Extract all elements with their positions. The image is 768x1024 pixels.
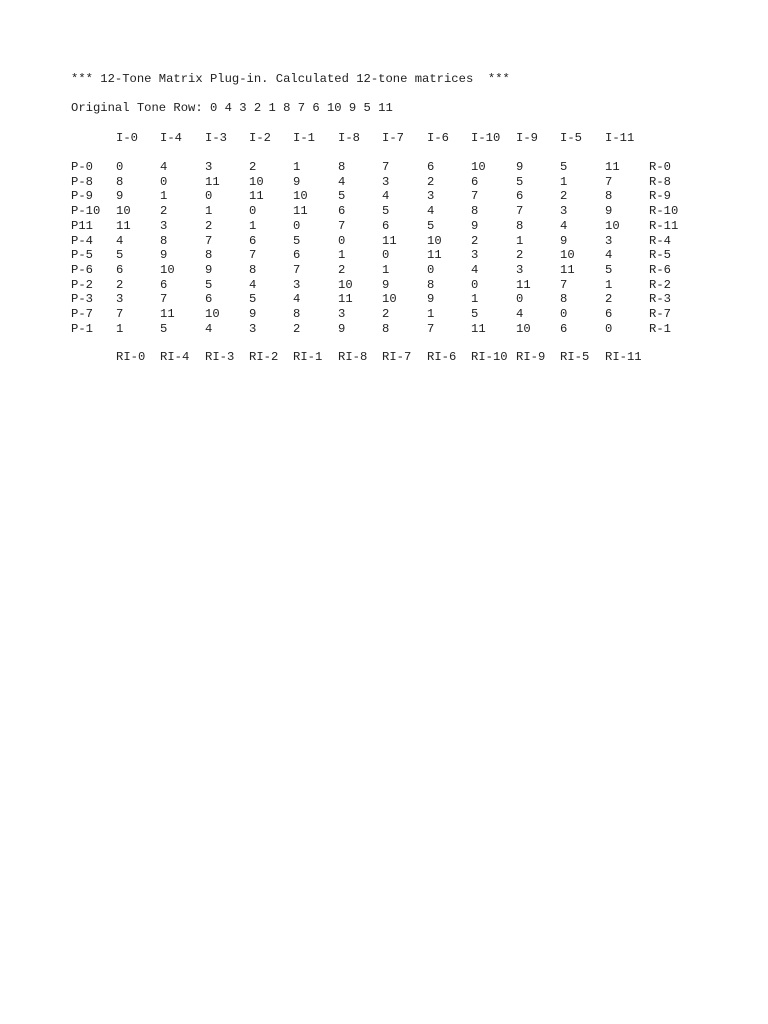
document-title: *** 12-Tone Matrix Plug-in. Calculated 12-tone matrices *** — [71, 72, 510, 86]
matrix-cell: 10 — [293, 189, 308, 204]
matrix-cell: 2 — [338, 262, 346, 277]
prime-row-label: P-6 — [71, 262, 93, 277]
matrix-cell: 1 — [516, 233, 524, 248]
matrix-cell: 1 — [205, 204, 213, 219]
matrix-cell: 7 — [249, 248, 257, 263]
matrix-cell: 5 — [249, 292, 257, 307]
retrograde-inversion-footer: RI-0 — [116, 350, 146, 364]
matrix-cell: 9 — [293, 174, 301, 189]
matrix-cell: 2 — [471, 233, 479, 248]
retrograde-inversion-footer: RI-11 — [605, 350, 642, 364]
matrix-cell: 8 — [293, 307, 301, 321]
matrix-cell: 10 — [605, 218, 620, 233]
matrix-cell: 10 — [560, 248, 575, 263]
matrix-cell: 1 — [382, 262, 390, 277]
matrix-cell: 3 — [160, 218, 168, 233]
inversion-header: I-8 — [338, 131, 360, 145]
matrix-cell: 9 — [116, 189, 124, 204]
retrograde-inversion-footer: RI-2 — [249, 350, 279, 364]
matrix-cell: 5 — [293, 233, 301, 248]
matrix-cell: 0 — [249, 204, 257, 219]
matrix-cell: 7 — [427, 321, 435, 336]
matrix-cell: 10 — [205, 307, 220, 321]
retrograde-row-label: R-11 — [649, 218, 679, 233]
matrix-cell: 2 — [382, 307, 390, 321]
matrix-cell: 0 — [338, 233, 346, 248]
retrograde-inversion-footer: RI-3 — [205, 350, 235, 364]
matrix-cell: 10 — [338, 277, 353, 292]
matrix-cell: 6 — [427, 160, 435, 174]
matrix-cell: 11 — [560, 262, 575, 277]
matrix-cell: 5 — [116, 248, 124, 263]
retrograde-inversion-footer: RI-9 — [516, 350, 546, 364]
prime-row-label: P-2 — [71, 277, 93, 292]
matrix-cell: 6 — [116, 262, 124, 277]
matrix-cell: 0 — [160, 174, 168, 189]
matrix-cell: 6 — [471, 174, 479, 189]
matrix-cell: 1 — [560, 174, 568, 189]
matrix-cell: 5 — [605, 262, 613, 277]
prime-row-label: P11 — [71, 218, 93, 233]
matrix-cell: 2 — [249, 160, 257, 174]
matrix-cell: 0 — [516, 292, 524, 307]
retrograde-inversion-footer: RI-10 — [471, 350, 508, 364]
matrix-cell: 9 — [605, 204, 613, 219]
matrix-cell: 3 — [338, 307, 346, 321]
matrix-cell: 11 — [471, 321, 486, 336]
prime-row-label: P-7 — [71, 307, 93, 321]
prime-row-label: P-1 — [71, 321, 93, 336]
matrix-cell: 1 — [160, 189, 168, 204]
matrix-cell: 6 — [516, 189, 524, 204]
original-tone-row: Original Tone Row: 0 4 3 2 1 8 7 6 10 9 5 11 — [71, 101, 393, 115]
inversion-header: I-10 — [471, 131, 501, 145]
retrograde-row-label: R-0 — [649, 160, 671, 174]
inversion-header: I-5 — [560, 131, 582, 145]
matrix-cell: 1 — [249, 218, 257, 233]
retrograde-inversion-footer: RI-8 — [338, 350, 368, 364]
matrix-cell: 5 — [516, 174, 524, 189]
matrix-cell: 3 — [516, 262, 524, 277]
prime-row-label: P-0 — [71, 160, 93, 174]
matrix-cell: 10 — [116, 204, 131, 219]
matrix-cell: 5 — [205, 277, 213, 292]
matrix-cell: 7 — [160, 292, 168, 307]
matrix-cell: 8 — [205, 248, 213, 263]
matrix-cell: 6 — [293, 248, 301, 263]
retrograde-row-label: R-8 — [649, 174, 671, 189]
retrograde-inversion-footer: RI-1 — [293, 350, 323, 364]
retrograde-inversion-footer: RI-6 — [427, 350, 457, 364]
matrix-cell: 9 — [382, 277, 390, 292]
matrix-cell: 11 — [338, 292, 353, 307]
matrix-cell: 9 — [471, 218, 479, 233]
matrix-cell: 3 — [293, 277, 301, 292]
inversion-header: I-4 — [160, 131, 182, 145]
matrix-cell: 7 — [471, 189, 479, 204]
matrix-cell: 4 — [605, 248, 613, 263]
matrix-cell: 4 — [205, 321, 213, 336]
matrix-cell: 9 — [205, 262, 213, 277]
matrix-cell: 3 — [427, 189, 435, 204]
matrix-cell: 11 — [249, 189, 264, 204]
matrix-cell: 6 — [338, 204, 346, 219]
prime-row-label: P-5 — [71, 248, 93, 263]
matrix-cell: 6 — [382, 218, 390, 233]
retrograde-row-label: R-2 — [649, 277, 671, 292]
retrograde-inversion-footer: RI-7 — [382, 350, 412, 364]
matrix-cell: 3 — [382, 174, 390, 189]
matrix-cell: 1 — [116, 321, 124, 336]
matrix-cell: 0 — [293, 218, 301, 233]
retrograde-row-label: R-1 — [649, 321, 671, 336]
matrix-cell: 8 — [560, 292, 568, 307]
inversion-header: I-9 — [516, 131, 538, 145]
matrix-cell: 7 — [205, 233, 213, 248]
inversion-header: I-6 — [427, 131, 449, 145]
matrix-cell: 4 — [293, 292, 301, 307]
matrix-cell: 8 — [338, 160, 346, 174]
matrix-cell: 9 — [427, 292, 435, 307]
matrix-cell: 4 — [471, 262, 479, 277]
prime-row-label: P-10 — [71, 204, 101, 219]
inversion-header: I-0 — [116, 131, 138, 145]
matrix-cell: 8 — [471, 204, 479, 219]
retrograde-row-label: R-4 — [649, 233, 671, 248]
matrix-cell: 9 — [338, 321, 346, 336]
matrix-cell: 5 — [160, 321, 168, 336]
retrograde-row-label: R-3 — [649, 292, 671, 307]
retrograde-row-label: R-5 — [649, 248, 671, 263]
matrix-cell: 10 — [516, 321, 531, 336]
matrix-cell: 7 — [116, 307, 124, 321]
matrix-cell: 0 — [560, 307, 568, 321]
matrix-cell: 11 — [293, 204, 308, 219]
matrix-cell: 9 — [516, 160, 524, 174]
matrix-cell: 7 — [516, 204, 524, 219]
matrix-cell: 5 — [471, 307, 479, 321]
matrix-cell: 0 — [471, 277, 479, 292]
matrix-cell: 8 — [382, 321, 390, 336]
matrix-cell: 2 — [116, 277, 124, 292]
matrix-cell: 0 — [116, 160, 124, 174]
matrix-cell: 5 — [560, 160, 568, 174]
matrix-cell: 11 — [116, 218, 131, 233]
matrix-cell: 4 — [116, 233, 124, 248]
matrix-cell: 7 — [293, 262, 301, 277]
matrix-cell: 1 — [338, 248, 346, 263]
matrix-cell: 9 — [160, 248, 168, 263]
matrix-cell: 8 — [116, 174, 124, 189]
matrix-cell: 7 — [382, 160, 390, 174]
matrix-cell: 0 — [605, 321, 613, 336]
matrix-cell: 11 — [205, 174, 220, 189]
matrix-cell: 10 — [471, 160, 486, 174]
matrix-cell: 2 — [293, 321, 301, 336]
inversion-header: I-2 — [249, 131, 271, 145]
matrix-cell: 8 — [605, 189, 613, 204]
matrix-cell: 4 — [160, 160, 168, 174]
prime-row-label: P-9 — [71, 189, 93, 204]
matrix-cell: 0 — [427, 262, 435, 277]
matrix-cell: 6 — [205, 292, 213, 307]
matrix-cell: 4 — [560, 218, 568, 233]
inversion-header: I-3 — [205, 131, 227, 145]
retrograde-inversion-footer: RI-4 — [160, 350, 190, 364]
matrix-cell: 4 — [382, 189, 390, 204]
matrix-cell: 11 — [382, 233, 397, 248]
matrix-cell: 3 — [205, 160, 213, 174]
matrix-cell: 1 — [605, 277, 613, 292]
matrix-cell: 1 — [427, 307, 435, 321]
retrograde-inversion-footer: RI-5 — [560, 350, 590, 364]
matrix-cell: 3 — [560, 204, 568, 219]
matrix-cell: 3 — [605, 233, 613, 248]
prime-row-label: P-3 — [71, 292, 93, 307]
retrograde-row-label: R-7 — [649, 307, 671, 321]
retrograde-row-label: R-10 — [649, 204, 679, 219]
matrix-cell: 7 — [560, 277, 568, 292]
matrix-cell: 5 — [338, 189, 346, 204]
matrix-cell: 8 — [160, 233, 168, 248]
matrix-cell: 1 — [293, 160, 301, 174]
matrix-cell: 8 — [427, 277, 435, 292]
inversion-header: I-7 — [382, 131, 404, 145]
inversion-header: I-1 — [293, 131, 315, 145]
matrix-cell: 4 — [427, 204, 435, 219]
matrix-cell: 3 — [471, 248, 479, 263]
matrix-cell: 4 — [516, 307, 524, 321]
matrix-cell: 6 — [560, 321, 568, 336]
matrix-cell: 2 — [605, 292, 613, 307]
prime-row-label: P-4 — [71, 233, 93, 248]
matrix-cell: 10 — [160, 262, 175, 277]
matrix-cell: 2 — [160, 204, 168, 219]
retrograde-row-label: R-6 — [649, 262, 671, 277]
matrix-cell: 6 — [249, 233, 257, 248]
matrix-cell: 7 — [605, 174, 613, 189]
matrix-cell: 11 — [160, 307, 175, 321]
matrix-cell: 10 — [249, 174, 264, 189]
matrix-cell: 10 — [427, 233, 442, 248]
matrix-cell: 2 — [560, 189, 568, 204]
prime-row-label: P-8 — [71, 174, 93, 189]
matrix-cell: 8 — [516, 218, 524, 233]
matrix-cell: 5 — [427, 218, 435, 233]
matrix-cell: 8 — [249, 262, 257, 277]
matrix-cell: 4 — [338, 174, 346, 189]
matrix-cell: 5 — [382, 204, 390, 219]
retrograde-row-label: R-9 — [649, 189, 671, 204]
matrix-cell: 9 — [249, 307, 257, 321]
matrix-cell: 4 — [249, 277, 257, 292]
matrix-cell: 7 — [338, 218, 346, 233]
matrix-cell: 3 — [249, 321, 257, 336]
matrix-cell: 11 — [605, 160, 620, 174]
matrix-cell: 6 — [605, 307, 613, 321]
matrix-cell: 10 — [382, 292, 397, 307]
matrix-cell: 11 — [427, 248, 442, 263]
matrix-cell: 0 — [205, 189, 213, 204]
matrix-cell: 6 — [160, 277, 168, 292]
inversion-header: I-11 — [605, 131, 635, 145]
matrix-cell: 9 — [560, 233, 568, 248]
matrix-cell: 11 — [516, 277, 531, 292]
matrix-cell: 3 — [116, 292, 124, 307]
matrix-cell: 2 — [516, 248, 524, 263]
matrix-cell: 0 — [382, 248, 390, 263]
matrix-cell: 1 — [471, 292, 479, 307]
matrix-cell: 2 — [427, 174, 435, 189]
matrix-cell: 2 — [205, 218, 213, 233]
